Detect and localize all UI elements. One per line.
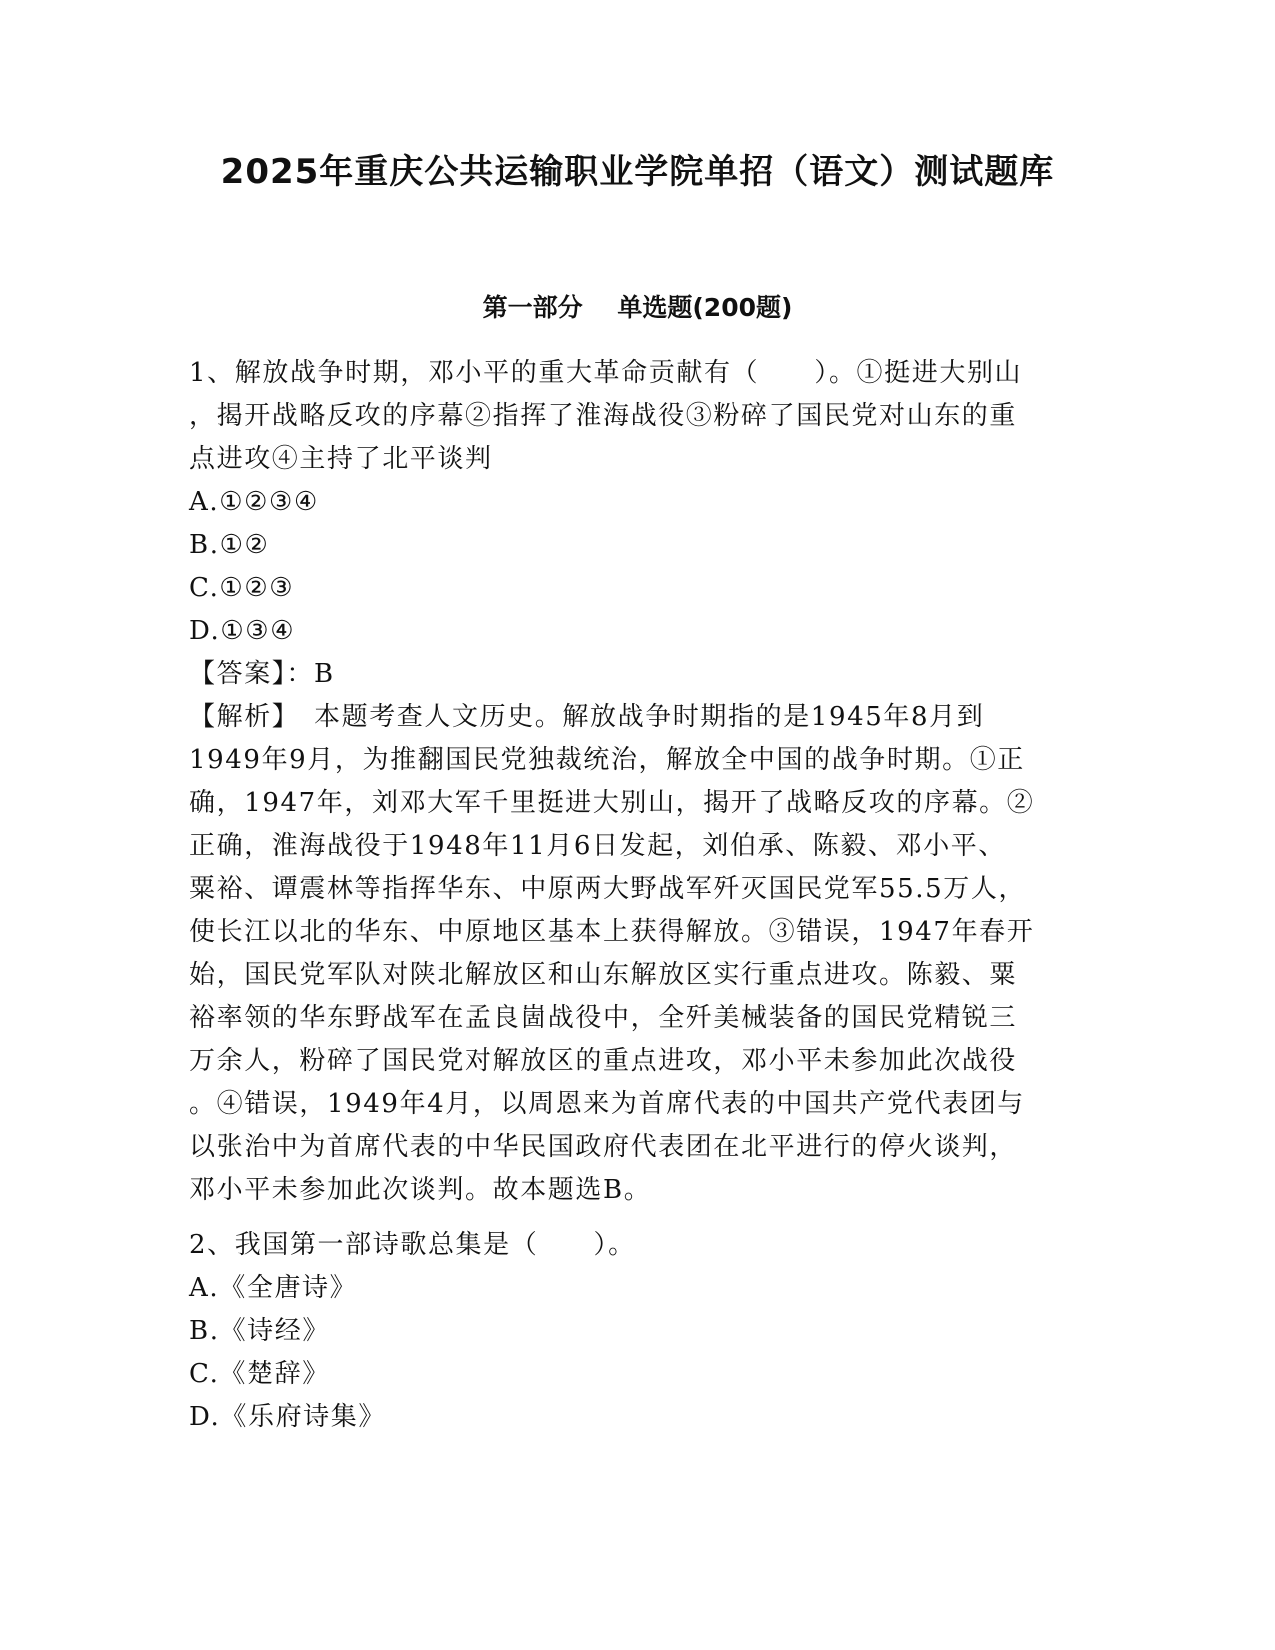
option-d: D.①③④ — [189, 616, 296, 646]
question-stem — [189, 1224, 1069, 1267]
answer: 【答案】：B — [189, 659, 335, 689]
analysis-line: 裕率领的华东野战军在孟良崮战役中，全歼美械装备的国民党精锐三 — [189, 1003, 1018, 1033]
section-title: 第一部分 单选题(200题) — [482, 293, 793, 322]
option-a: A.①②③④ — [189, 487, 319, 517]
option-b: B.①② — [189, 530, 270, 560]
analysis-line: 1949年9月，为推翻国民党独裁统治，解放全中国的战争时期。①正 — [189, 745, 1025, 775]
option-c: C.①②③ — [189, 573, 295, 603]
question-spacer — [189, 1212, 1069, 1224]
option-d: D.《乐府诗集》 — [189, 1402, 386, 1432]
question-stem — [189, 352, 1069, 481]
question-stem-line: ，揭开战略反攻的序幕②指挥了淮海战役③粉碎了国民党对山东的重 — [189, 401, 1018, 431]
analysis — [189, 696, 1069, 1212]
question-stem-line: 点进攻④主持了北平谈判 — [189, 444, 493, 474]
question-stem-line: 1、解放战争时期，邓小平的重大革命贡献有（ ）。①挺进大别山 — [189, 358, 1023, 388]
option-list — [189, 481, 1069, 653]
analysis-line: 使长江以北的华东、中原地区基本上获得解放。③错误，1947年春开 — [189, 917, 1035, 947]
analysis-line: 【解析】 本题考查人文历史。解放战争时期指的是1945年8月到 — [189, 702, 985, 732]
analysis-line: 正确，淮海战役于1948年11月6日发起，刘伯承、陈毅、邓小平、 — [189, 831, 1006, 861]
option-b: B.《诗经》 — [189, 1316, 330, 1346]
option-c: C.《楚辞》 — [189, 1359, 330, 1389]
question-stem-line: 2、我国第一部诗歌总集是（ ）。 — [189, 1230, 636, 1260]
option-list — [189, 1267, 1069, 1439]
question-1 — [189, 352, 1069, 1212]
analysis-line: 确，1947年，刘邓大军千里挺进大别山，揭开了战略反攻的序幕。② — [189, 788, 1035, 818]
analysis-line: 始，国民党军队对陕北解放区和山东解放区实行重点进攻。陈毅、粟 — [189, 960, 1018, 990]
option-a: A.《全唐诗》 — [189, 1273, 358, 1303]
analysis-line: 粟裕、谭震林等指挥华东、中原两大野战军歼灭国民党军55.5万人， — [189, 874, 1027, 904]
document-title: 2025年重庆公共运输职业学院单招（语文）测试题库 — [220, 152, 1055, 192]
analysis-line: 万余人，粉碎了国民党对解放区的重点进攻，邓小平未参加此次战役 — [189, 1046, 1018, 1076]
analysis-line: 。④错误，1949年4月，以周恩来为首席代表的中国共产党代表团与 — [189, 1089, 1025, 1119]
analysis-line: 以张治中为首席代表的中华民国政府代表团在北平进行的停火谈判， — [189, 1132, 1018, 1162]
analysis-line: 邓小平未参加此次谈判。故本题选B。 — [189, 1175, 652, 1205]
question-list — [189, 352, 1069, 1439]
question-2 — [189, 1224, 1069, 1439]
